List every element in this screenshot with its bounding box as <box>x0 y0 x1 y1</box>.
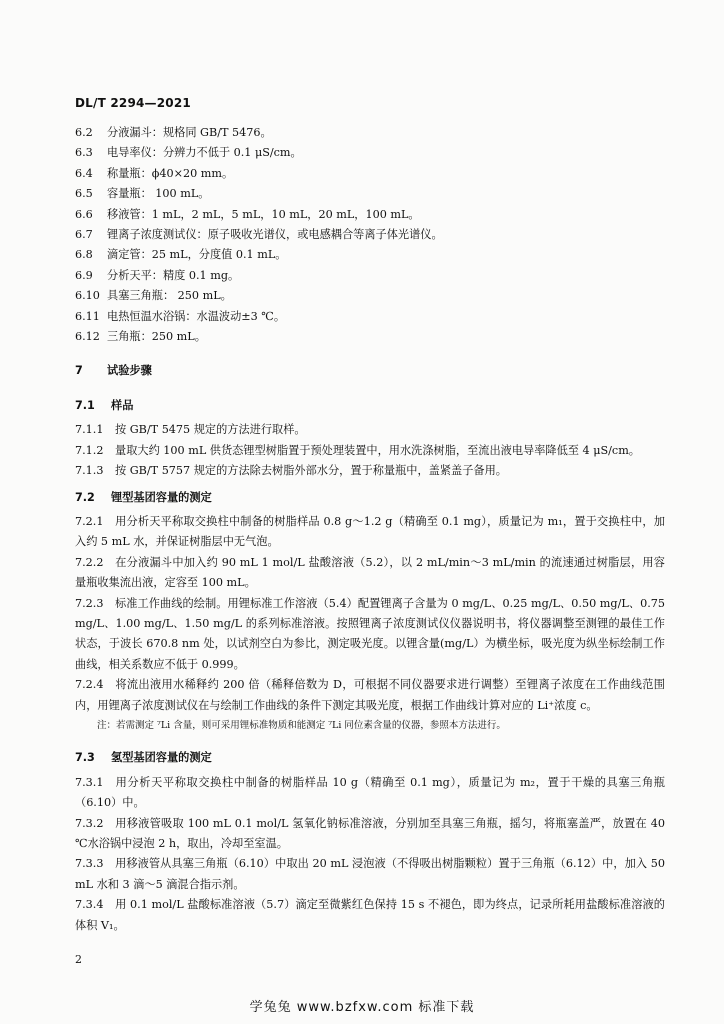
clause-paragraph: 7.2.3 标准工作曲线的绘制。用锂标准工作溶液（5.4）配置锂离子含量为 0 mg/L、0.25 mg/L、0.50 mg/L、0.75 mg/L、1.00 mg/L、1.50 mg/L 的系列标准溶液。按照锂离子浓度测试仪仪器说明书，将仪器调整至测锂的最佳工作状态，于波长 670.8 nm 处，以试剂空白为参比，测定吸光度。以锂含量(mg/L）为横坐标，吸光度为纵坐标绘制工作曲线，相关系数应不低于 0.999。 <box>75 596 665 671</box>
standard-header: DL/T 2294—2021 <box>75 96 191 110</box>
clause-paragraph: 7.2.2 在分液漏斗中加入约 90 mL 1 mol/L 盐酸溶液（5.2），以 2 mL/min～3 mL/min 的流速通过树脂层，用容量瓶收集流出液，定容至 100 mL。 <box>75 555 665 590</box>
note: 注：若需测定 ⁷Li 含量，则可采用锂标准物质和能测定 ⁷Li 同位素含量的仪器，参照本方法进行。 <box>97 719 506 731</box>
clause-paragraph: 7.3.4 用 0.1 mol/L 盐酸标准溶液（5.7）滴定至微紫红色保持 15 s 不褪色，即为终点，记录所耗用盐酸标准溶液的体积 V₁。 <box>75 898 665 932</box>
list-item: 6.8 滴定管：25 mL，分度值 0.1 mL。 <box>75 248 287 262</box>
list-item: 6.10 具塞三角瓶： 250 mL。 <box>75 289 232 303</box>
clause-paragraph: 7.3.2 用移液管吸取 100 mL 0.1 mol/L 氢氧化钠标准溶液，分别加至具塞三角瓶，摇匀，将瓶塞盖严，放置在 40 ℃水浴锅中浸泡 2 h，取出，冷却至室温。 <box>75 816 665 850</box>
subsection-heading: 7.3 氢型基团容量的测定 <box>75 751 212 765</box>
page-number: 2 <box>75 953 82 966</box>
watermark-footer: 学兔兔 www.bzfxw.com 标准下载 <box>249 1000 475 1015</box>
list-item: 6.7 锂离子浓度测试仪：原子吸收光谱仪，或电感耦合等离子体光谱仪。 <box>75 228 443 242</box>
clause-paragraph: 7.1.2 量取大约 100 mL 供货态锂型树脂置于预处理装置中，用水洗涤树脂，至流出液电导率降低至 4 μS/cm。 <box>75 443 640 457</box>
clause-paragraph: 7.2.4 将流出液用水稀释约 200 倍（稀释倍数为 D，可根据不同仪器要求进行调整）至锂离子浓度在工作曲线范围内，用锂离子浓度测试仪在与绘制工作曲线的条件下测定其吸光度，根据工作曲线计算对应的 Li⁺浓度 c。 <box>75 678 665 712</box>
clause-paragraph: 7.2.1 用分析天平称取交换柱中制备的树脂样品 0.8 g～1.2 g（精确至 0.1 mg），质量记为 m₁，置于交换柱中，加入约 5 mL 水，并保证树脂层中无气泡。 <box>75 514 665 549</box>
section-heading: 7 试验步骤 <box>75 364 152 378</box>
subsection-heading: 7.2 锂型基团容量的测定 <box>75 490 212 504</box>
list-item: 6.5 容量瓶： 100 mL。 <box>75 187 210 201</box>
list-item: 6.12 三角瓶：250 mL。 <box>75 330 206 344</box>
clause-paragraph: 7.3.1 用分析天平称取交换柱中制备的树脂样品 10 g（精确至 0.1 mg），质量记为 m₂，置于干燥的具塞三角瓶（6.10）中。 <box>75 775 665 810</box>
clause-paragraph: 7.1.1 按 GB/T 5475 规定的方法进行取样。 <box>75 423 306 437</box>
clause-paragraph: 7.1.3 按 GB/T 5757 规定的方法除去树脂外部水分，置于称量瓶中，盖紧盖子备用。 <box>75 464 507 478</box>
list-item: 6.9 分析天平：精度 0.1 mg。 <box>75 268 240 282</box>
list-item: 6.11 电热恒温水浴锅：水温波动±3 ℃。 <box>75 309 286 323</box>
list-item: 6.4 称量瓶：ϕ40×20 mm。 <box>75 166 234 180</box>
clause-paragraph: 7.3.3 用移液管从具塞三角瓶（6.10）中取出 20 mL 浸泡液（不得吸出树脂颗粒）置于三角瓶（6.12）中，加入 50 mL 水和 3 滴～5 滴混合指示剂。 <box>75 857 665 891</box>
subsection-heading: 7.1 样品 <box>75 398 134 412</box>
list-item: 6.3 电导率仪：分辨力不低于 0.1 μS/cm。 <box>75 146 302 160</box>
list-item: 6.6 移液管：1 mL，2 mL，5 mL，10 mL，20 mL，100 mL。 <box>75 207 420 221</box>
list-item: 6.2 分液漏斗：规格同 GB/T 5476。 <box>75 126 272 139</box>
document-body <box>75 123 665 936</box>
